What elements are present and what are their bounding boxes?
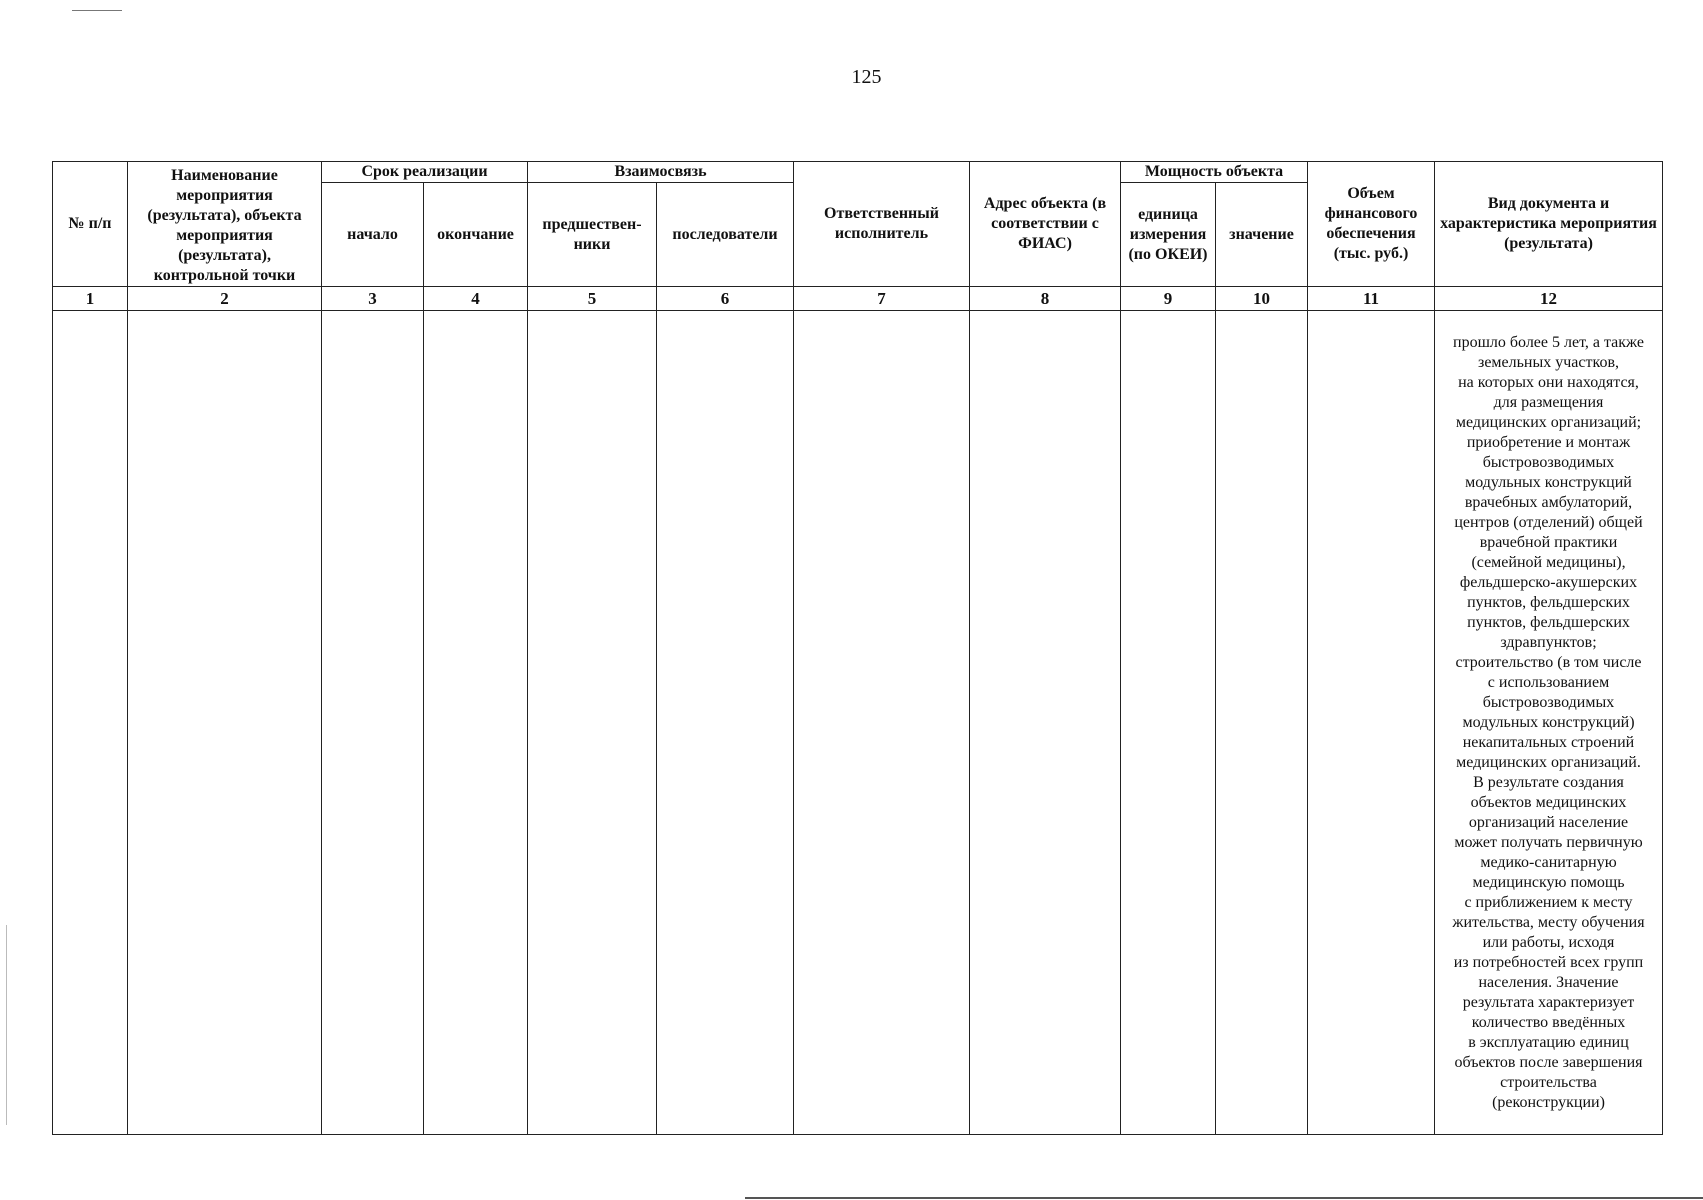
column-number: 5 bbox=[528, 287, 657, 311]
scan-mark bbox=[6, 925, 7, 1125]
header-activity-name: Наименование мероприятия (результата), объекта мероприятия (результата), контрольной точки bbox=[128, 162, 322, 287]
header-number: № п/п bbox=[53, 162, 128, 287]
table-cell bbox=[1121, 311, 1216, 1135]
table-cell bbox=[1216, 311, 1308, 1135]
activity-table bbox=[52, 161, 1663, 1135]
header-predecessors: предшествен-ники bbox=[528, 183, 657, 287]
header-row-group bbox=[53, 162, 1663, 183]
page-number: 125 bbox=[851, 66, 882, 88]
header-financing: Объем финансового обеспечения (тыс. руб.) bbox=[1308, 162, 1435, 287]
column-number: 1 bbox=[53, 287, 128, 311]
header-start: начало bbox=[322, 183, 424, 287]
header-link-group: Взаимосвязь bbox=[528, 162, 794, 183]
table-cell bbox=[528, 311, 657, 1135]
column-number: 11 bbox=[1308, 287, 1435, 311]
document-description-cell: прошло более 5 лет, а также земельных участков, на которых они находятся, для размещения медицинских организаций; приобретение и монтаж быстровозводимых модульных конструкций врачебных амбулаторий, центров (отделений) общей врачебной практики (семейной медицины), фельдшерско-акушерских пунктов, фельдшерских пунктов, фельдшерских здравпунктов; строительство (в том числе с использованием быстровозводимых модульных конструкций) некапитальных строений медицинских организаций. В результате создания объектов медицинских организаций население может получать первичную медико-санитарную медицинскую помощь с приближением к месту жительства, месту обучения или работы, исходя из потребностей всех групп населения. Значение результата характеризует количество введённых в эксплуатацию единиц объектов после завершения строительства (реконструкции) bbox=[1435, 311, 1663, 1135]
header-unit: единица измерения (по ОКЕИ) bbox=[1121, 183, 1216, 287]
scan-mark bbox=[72, 10, 122, 11]
table-row bbox=[53, 311, 1663, 1135]
column-number: 8 bbox=[970, 287, 1121, 311]
header-deadline-group: Срок реализации bbox=[322, 162, 528, 183]
column-number: 12 bbox=[1435, 287, 1663, 311]
header-address: Адрес объекта (в соответствии с ФИАС) bbox=[970, 162, 1121, 287]
header-capacity-group: Мощность объекта bbox=[1121, 162, 1308, 183]
header-responsible: Ответственный исполнитель bbox=[794, 162, 970, 287]
header-document-type: Вид документа и характеристика мероприятия (результата) bbox=[1435, 162, 1663, 287]
column-number: 7 bbox=[794, 287, 970, 311]
header-value: значение bbox=[1216, 183, 1308, 287]
column-number-row bbox=[53, 287, 1663, 311]
scan-mark bbox=[745, 1197, 1703, 1199]
column-number: 6 bbox=[657, 287, 794, 311]
table-cell bbox=[794, 311, 970, 1135]
table-cell bbox=[1308, 311, 1435, 1135]
column-number: 9 bbox=[1121, 287, 1216, 311]
table-cell bbox=[128, 311, 322, 1135]
column-number: 3 bbox=[322, 287, 424, 311]
column-number: 2 bbox=[128, 287, 322, 311]
table-cell bbox=[970, 311, 1121, 1135]
table-cell bbox=[53, 311, 128, 1135]
header-end: окончание bbox=[424, 183, 528, 287]
column-number: 10 bbox=[1216, 287, 1308, 311]
table-cell bbox=[657, 311, 794, 1135]
header-successors: последователи bbox=[657, 183, 794, 287]
column-number: 4 bbox=[424, 287, 528, 311]
table-cell bbox=[424, 311, 528, 1135]
table-cell bbox=[322, 311, 424, 1135]
